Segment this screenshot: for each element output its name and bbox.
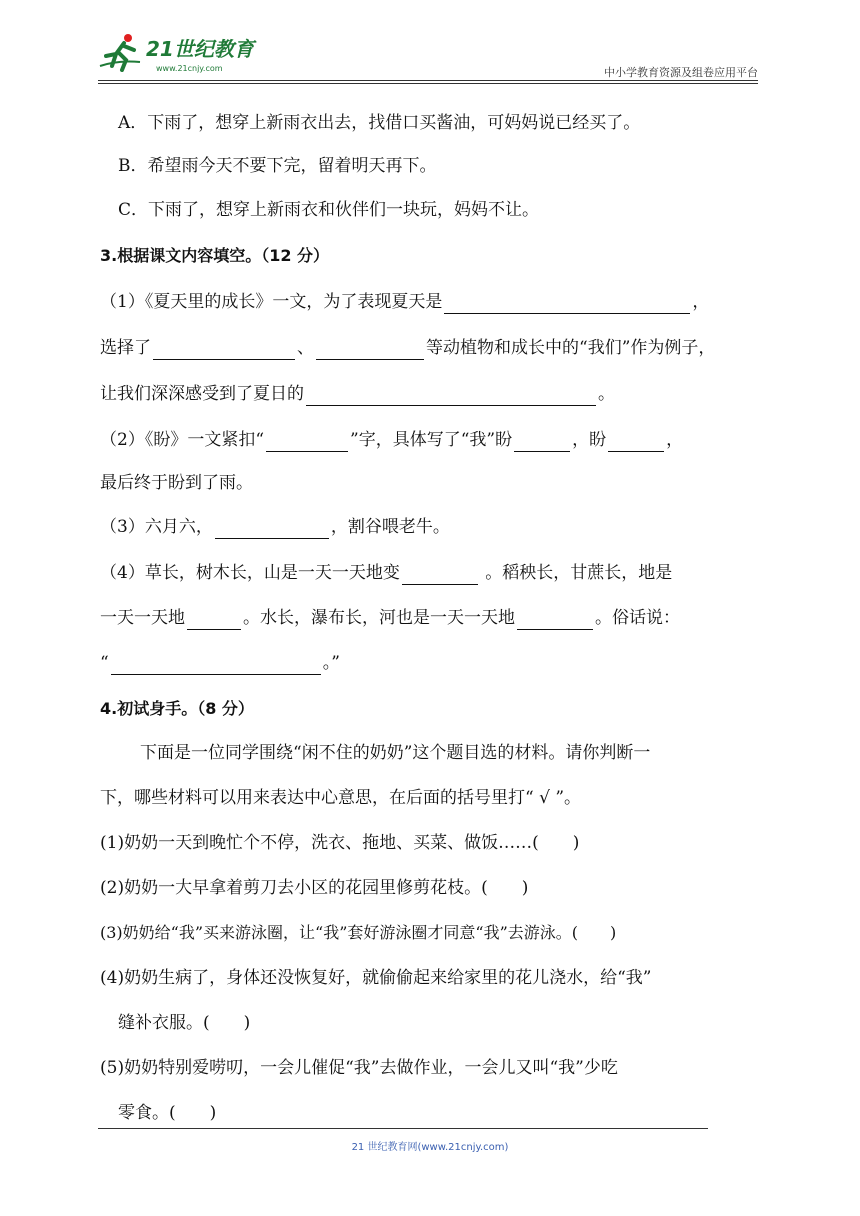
answer-blank[interactable] [517,609,593,630]
open-quote: “ [100,653,109,673]
punct: ， [666,430,684,450]
option-a: A．下雨了，想穿上新雨衣出去，找借口买酱油，可妈妈说已经买了。 [118,113,641,133]
q3-p2-start: （2）《盼》一文紧扣“ [100,430,265,450]
q3-p3-start: （3）六月六， [100,517,213,537]
q3-p1-text: （1）《夏天里的成长》一文，为了表现夏天是 [100,292,443,312]
q4-item-5a: (5)奶奶特别爱唠叨，一会儿催促“我”去做作业，一会儿又叫“我”少吃 [100,1058,618,1078]
q3-p2-mid2: ，盼 [572,430,607,450]
q3-p4-mid: 。水长，瀑布长，河也是一天一天地 [243,608,515,628]
option-c: C．下雨了，想穿上新雨衣和伙伴们一块玩，妈妈不让。 [118,200,540,220]
q4-intro-1: 下面是一位同学围绕“闲不住的奶奶”这个题目选的材料。请你判断一 [140,743,651,763]
q3-p4-line1 [100,561,672,585]
q3-p3-end: ，割谷喂老牛。 [330,517,450,537]
q3-p1-start: 选择了 [100,338,151,358]
answer-blank[interactable] [316,339,424,360]
answer-blank[interactable] [444,293,690,314]
q3-p1-line3 [100,382,615,406]
header-divider [98,80,758,81]
answer-blank[interactable] [153,339,295,360]
punct: ， [692,292,710,312]
header-divider-2 [98,83,758,84]
q4-intro-2: 下，哪些材料可以用来表达中心意思，在后面的括号里打“ √ ”。 [100,788,582,808]
footer-link[interactable]: 21 世纪教育网(www.21cnjy.com) [351,1142,509,1153]
q3-p1-line1 [100,290,709,314]
q3-p3 [100,515,450,539]
answer-blank[interactable] [266,431,348,452]
q4-item-5b: 零食。( ) [118,1103,217,1123]
q3-p2-line2: 最后终于盼到了雨。 [100,473,253,493]
q4-item-2: (2)奶奶一大早拿着剪刀去小区的花园里修剪花枝。( ) [100,878,529,898]
platform-name: 中小学教育资源及组卷应用平台 [604,66,758,79]
q3-p1-start: 让我们深深感受到了夏日的 [100,384,304,404]
answer-blank[interactable] [514,431,570,452]
punct: 。 [598,384,615,404]
answer-blank[interactable] [215,518,329,539]
logo-url: www.21cnjy.com [156,64,223,73]
q3-p4-start: （4）草长，树木长，山是一天一天地变 [100,563,400,583]
q3-title: 3.根据课文内容填空。（12 分） [100,246,330,265]
answer-blank[interactable] [111,654,321,675]
q4-item-4a: (4)奶奶生病了，身体还没恢复好，就偷偷起来给家里的花儿浇水，给“我” [100,968,652,988]
punct: 、 [297,338,314,358]
q3-p4-line2 [100,606,680,630]
q4-item-1: (1)奶奶一天到晚忙个不停，洗衣、拖地、买菜、做饭……( ) [100,833,580,853]
footer-divider [98,1128,708,1129]
q4-item-4b: 缝补衣服。( ) [118,1013,251,1033]
option-b: B．希望雨今天不要下完，留着明天再下。 [118,156,437,176]
q3-p2-mid: ”字，具体写了“我”盼 [350,430,513,450]
q3-p1-rest: 等动植物和成长中的“我们”作为例子， [426,338,716,358]
q3-p2-line1 [100,428,683,452]
logo-brand: 21世纪教育 [146,37,254,61]
q3-p4-line3 [100,651,340,675]
answer-blank[interactable] [187,609,241,630]
close-quote: 。” [322,653,340,673]
q4-item-3: (3)奶奶给“我”买来游泳圈，让“我”套好游泳圈才同意“我”去游泳。( ) [100,923,617,942]
runner-logo-icon [98,32,142,72]
answer-blank[interactable] [306,385,596,406]
q3-p1-line2 [100,336,715,360]
q4-title: 4.初试身手。（8 分） [100,699,254,718]
q3-p4-start: 一天一天地 [100,608,185,628]
answer-blank[interactable] [402,564,478,585]
page-header [98,30,758,82]
q3-p4-end: 。稻秧长，甘蔗长，地是 [479,563,673,583]
q3-p4-end: 。俗话说： [595,608,680,628]
answer-blank[interactable] [608,431,664,452]
